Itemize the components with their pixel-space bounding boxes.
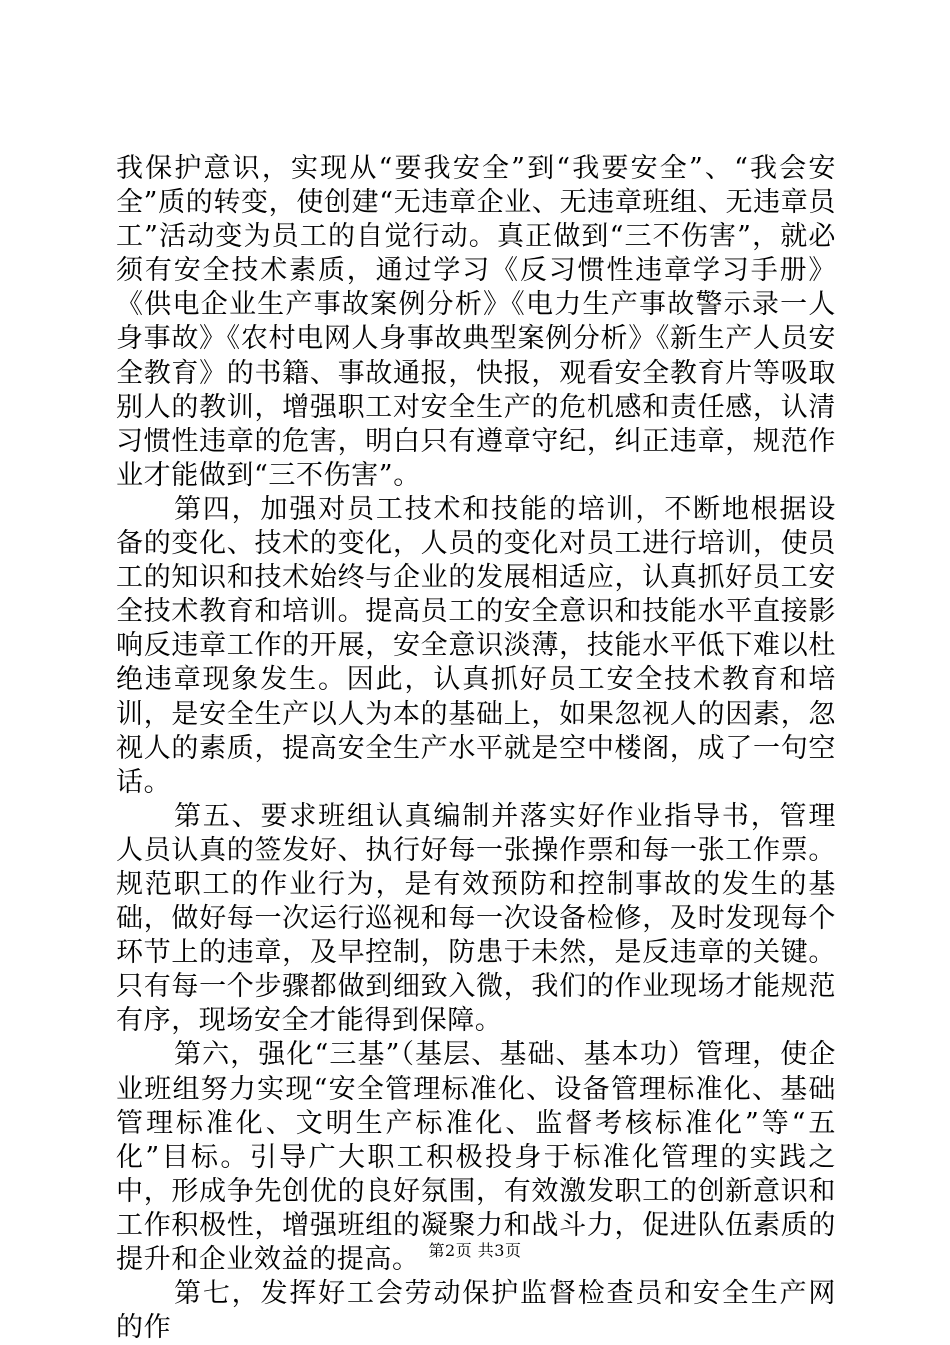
page-number-footer: 第2页 共3页 bbox=[428, 1241, 522, 1260]
paragraph-item-five: 第五、要求班组认真编制并落实好作业指导书，管理人员认真的签发好、执行好每一张操作票和每一张工作票。规范职工的作业行为，是有效预防和控制事故的发生的基础，做好每一次运行巡视和每一次设备检修，及时发现每个环节上的违章，及早控制，防患于未然，是反违章的关键。只有每一个步骤都做到细致入微，我们的作业现场才能规范有序，现场安全才能得到保障。 bbox=[116, 800, 836, 1037]
paragraph-item-four: 第四，加强对员工技术和技能的培训，不断地根据设备的变化、技术的变化，人员的变化对员工进行培训，使员工的知识和技术始终与企业的发展相适应，认真抓好员工安全技术教育和培训。提高员工的安全意识和技能水平直接影响反违章工作的开展，安全意识淡薄，技能水平低下难以杜绝违章现象发生。因此，认真抓好员工安全技术教育和培训，是安全生产以人为本的基础上，如果忽视人的因素，忽视人的素质，提高安全生产水平就是空中楼阁，成了一句空话。 bbox=[116, 493, 836, 798]
paragraph-item-six: 第六，强化“三基”（基层、基础、基本功）管理，使企业班组努力实现“安全管理标准化、设备管理标准化、基础管理标准化、文明生产标准化、监督考核标准化”等“五化”目标。引导广大职工积极投身于标准化管理的实践之中，形成争先创优的良好氛围，有效激发职工的创新意识和工作积极性，增强班组的凝聚力和战斗力，促进队伍素质的提升和企业效益的提高。 bbox=[116, 1039, 836, 1275]
paragraph-continuation: 我保护意识，实现从“要我安全”到“我要安全”、“我会安全”质的转变，使创建“无违章企业、无违章班组、无违章员工”活动变为员工的自觉行动。真正做到“三不伤害”，就必须有安全技术素质，通过学习《反习惯性违章学习手册》《供电企业生产事故案例分析》《电力生产事故警示录一人身事故》《农村电网人身事故典型案例分析》《新生产人员安全教育》的书籍、事故通报，快报，观看安全教育片等吸取别人的教训，增强职工对安全生产的危机感和责任感，认清习惯性违章的危害，明白只有遵章守纪，纠正违章，规范作业才能做到“三不伤害”。 bbox=[116, 153, 836, 491]
paragraph-item-seven: 第七，发挥好工会劳动保护监督检查员和安全生产网的作 bbox=[116, 1278, 836, 1344]
document-body bbox=[116, 152, 836, 1345]
